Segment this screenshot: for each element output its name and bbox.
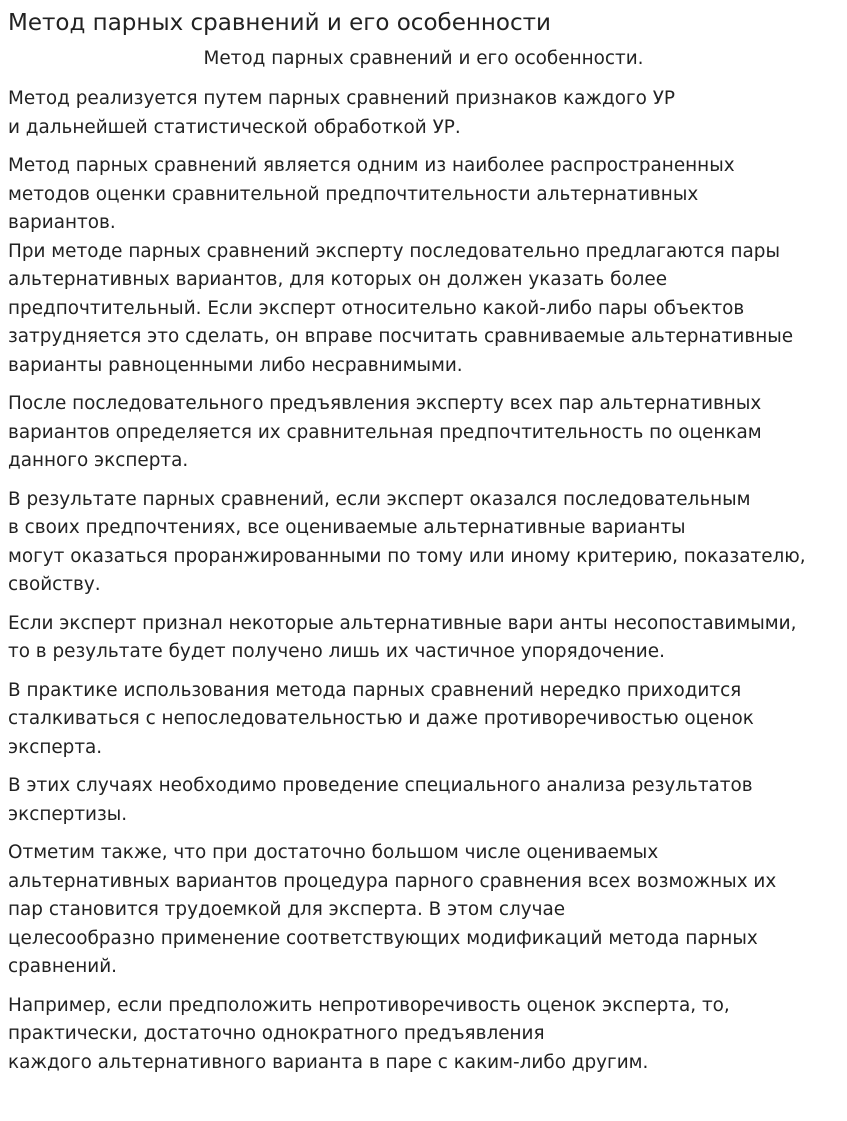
paragraph-line: В результате парных сравнений, если эксперт оказался последовательным xyxy=(8,488,751,510)
paragraph xyxy=(8,610,839,667)
paragraph-line: целесообразно применение соответствующих модификаций метода парных xyxy=(8,927,758,949)
paragraph-line: могут оказаться проранжированными по тому или иному критерию, показателю, xyxy=(8,545,806,567)
paragraph-line: свойству. xyxy=(8,574,101,595)
page-title: Метод парных сравнений и его особенности xyxy=(8,10,551,36)
paragraph-line: предпочтительный. Если эксперт относительно какой-либо пары объектов xyxy=(8,297,745,319)
paragraph xyxy=(8,839,839,982)
paragraph-line: вариантов определяется их сравнительная предпочтительность по оценкам xyxy=(8,421,762,443)
paragraph xyxy=(8,677,839,763)
paragraph-line: в своих предпочтениях, все оцениваемые альтернативные варианты xyxy=(8,517,686,538)
paragraph-line: каждого альтернативного варианта в паре с каким-либо другим. xyxy=(8,1051,649,1073)
paragraph xyxy=(8,486,839,600)
paragraph-line: сталкиваться с непоследовательностью и даже противоречивостью оценок xyxy=(8,708,754,729)
paragraph-line: данного эксперта. xyxy=(8,450,189,471)
paragraph xyxy=(8,992,839,1078)
paragraph-line: методов оценки сравнительной предпочтительности альтернативных xyxy=(8,183,699,205)
paragraph-line: варианты равноценными либо несравнимыми. xyxy=(8,354,463,376)
paragraph-line: альтернативных вариантов, для которых он должен указать более xyxy=(8,269,668,290)
paragraph-line: пар становится трудоемкой для эксперта. В этом случае xyxy=(8,899,566,920)
paragraph-line: Например, если предположить непротиворечивость оценок эксперта, то, xyxy=(8,994,730,1016)
paragraph-line: затрудняется это сделать, он вправе посчитать сравниваемые альтернативные xyxy=(8,326,794,347)
paragraph-line: и дальнейшей статистической обработкой УР. xyxy=(8,116,461,138)
paragraph-line: сравнений. xyxy=(8,956,118,977)
paragraph xyxy=(8,85,839,142)
paragraph-line: При методе парных сравнений эксперту последовательно предлагаются пары xyxy=(8,240,781,262)
paragraph-line: эксперта. xyxy=(8,736,103,758)
paragraph-line: В практике использования метода парных сравнений нередко приходится xyxy=(8,679,742,701)
paragraph-line: Метод парных сравнений является одним из наиболее распространенных xyxy=(8,155,735,176)
paragraph-line: альтернативных вариантов процедура парного сравнения всех возможных их xyxy=(8,870,777,892)
paragraph-line: Отметим также, что при достаточно большом числе оцениваемых xyxy=(8,842,659,863)
paragraph xyxy=(8,238,839,381)
paragraph-line: то в результате будет получено лишь их частичное упорядочение. xyxy=(8,641,665,662)
paragraph-line: практически, достаточно однократного предъявления xyxy=(8,1023,545,1044)
paragraph-line: вариантов. xyxy=(8,212,116,233)
paragraph xyxy=(8,772,839,829)
paragraph-line: После последовательного предъявления эксперту всех пар альтернативных xyxy=(8,393,762,414)
paragraph xyxy=(8,152,839,238)
paragraph xyxy=(8,390,839,476)
paragraph-line: Если эксперт признал некоторые альтернативные вари анты несопоставимыми, xyxy=(8,612,797,634)
paragraph-line: экспертизы. xyxy=(8,803,128,825)
paragraph-line: Метод реализуется путем парных сравнений признаков каждого УР xyxy=(8,88,676,109)
paragraph-line: В этих случаях необходимо проведение специального анализа результатов xyxy=(8,775,753,796)
document-subtitle: Метод парных сравнений и его особенности. xyxy=(203,48,644,69)
document-body xyxy=(8,85,839,1077)
